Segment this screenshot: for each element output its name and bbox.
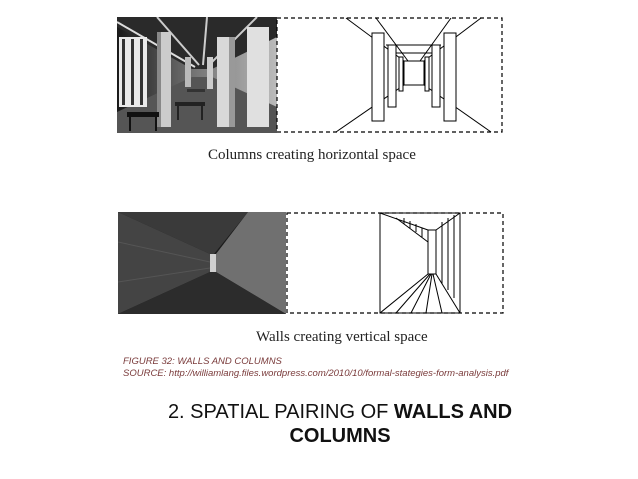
title-bold-2: COLUMNS: [289, 425, 391, 447]
column-hall-diagram: [276, 17, 503, 133]
title-prefix: 2. SPATIAL PAIRING OF: [167, 401, 394, 423]
figure-source: SOURCE: http://williamlang.files.wordpress.com/2010/10/formal-stategies-form-analysis.pdf: [123, 368, 509, 379]
slide-title: [60, 400, 620, 448]
title-bold-1: WALLS AND: [393, 401, 513, 423]
top-figure-caption: Columns creating horizontal space: [208, 147, 416, 163]
bottom-figure-caption: Walls creating vertical space: [256, 329, 428, 345]
wall-corridor-diagram: [286, 212, 504, 314]
wall-corridor-photo: [118, 212, 286, 314]
column-hall-photo: [117, 17, 277, 133]
figure-source-caption: [123, 356, 508, 380]
figure-label: FIGURE 32: WALLS AND COLUMNS: [123, 356, 282, 367]
